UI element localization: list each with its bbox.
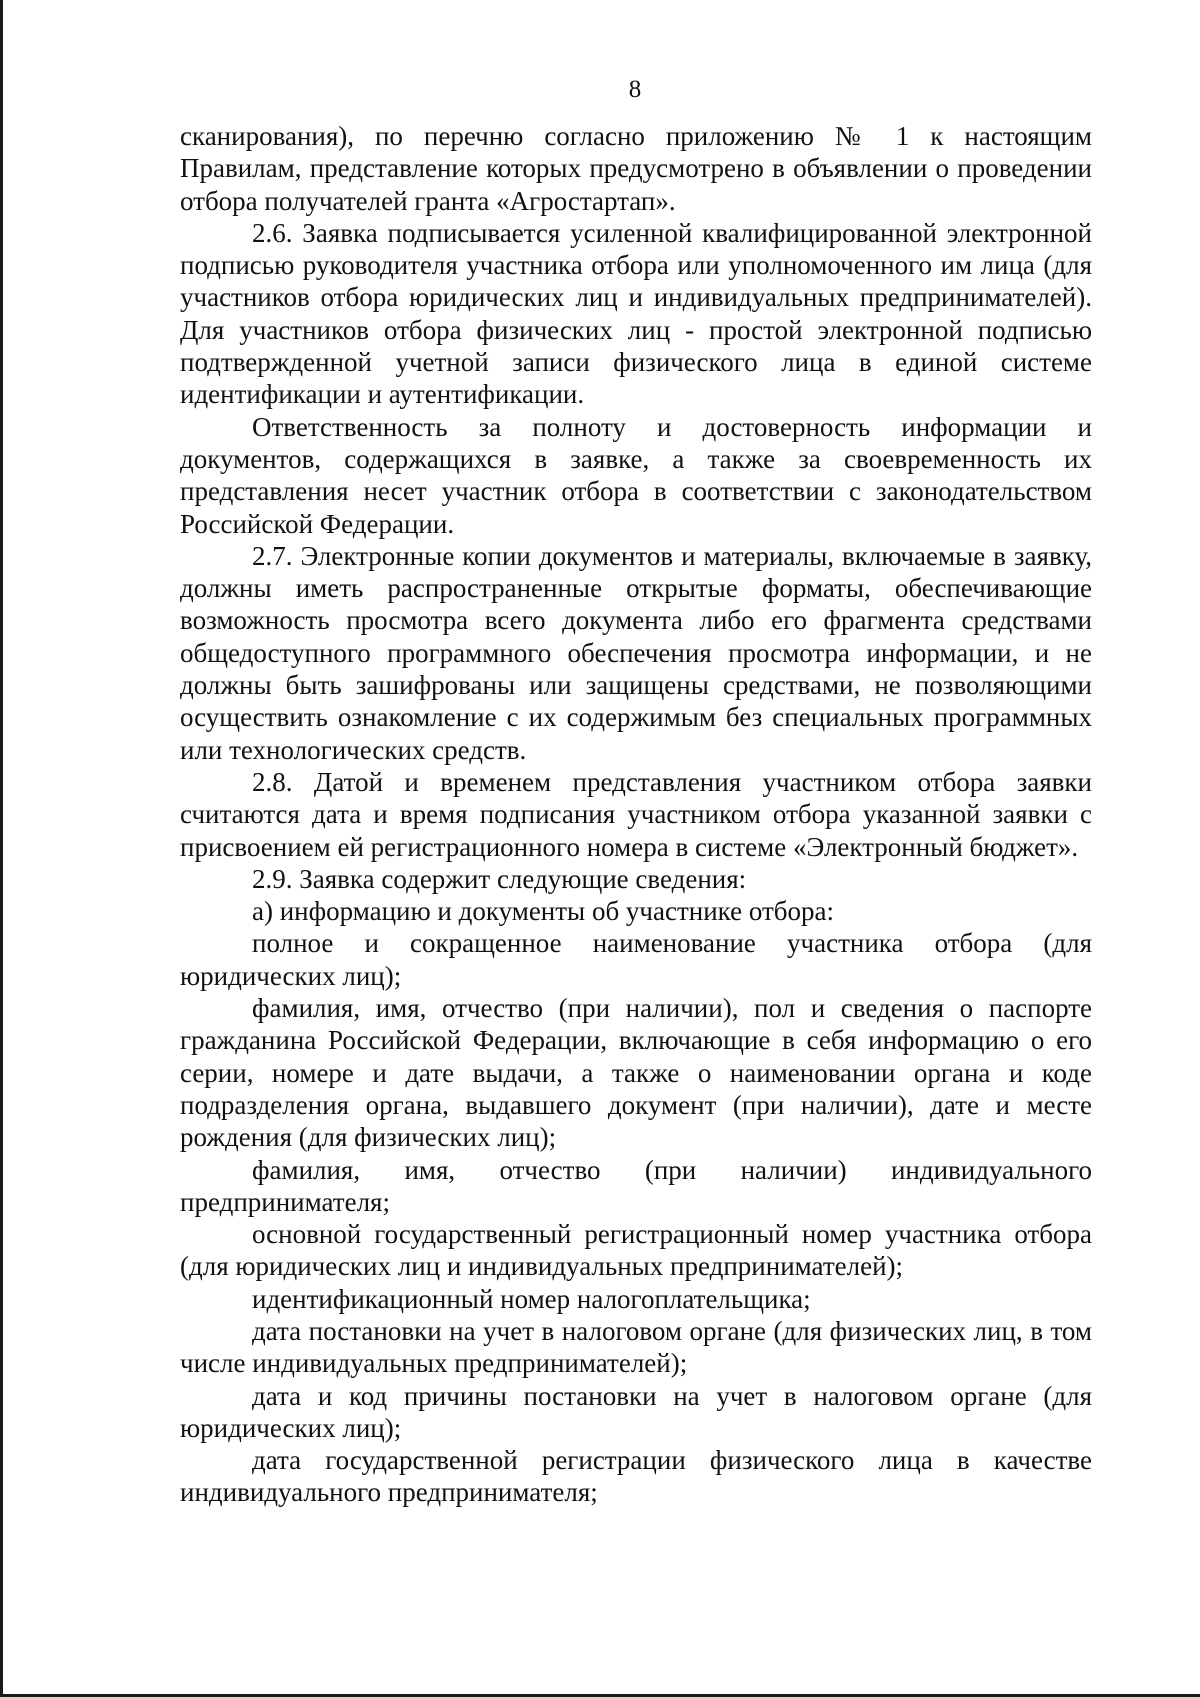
scan-edge-left — [0, 0, 3, 1697]
page-number: 8 — [628, 76, 642, 103]
paragraph-inn: идентификационный номер налогоплательщика; — [252, 1283, 811, 1314]
paragraph-item-a: а) информацию и документы об участнике отбора: — [252, 896, 835, 927]
paragraph-2-9: 2.9. Заявка содержит следующие сведения: — [252, 863, 747, 894]
paragraph-tax-registration-date: дата постановки на учет в налоговом органе (для физических лиц, в том числе индивидуальных предпринимателей); — [180, 1315, 1092, 1379]
paragraph-kpp: дата и код причины постановки на учет в налоговом органе (для юридических лиц); — [180, 1380, 1092, 1443]
paragraph-2-7: 2.7. Электронные копии документов и материалы, включаемые в заявку, должны иметь распространенные открытые форматы, обеспечивающие возможность просмотра всего документа либо его фрагмента средствами общедоступного программного обеспечения просмотра информации, и не должны быть зашифрованы или защищены средствами, не позволяющими осуществить ознакомление с их содержимым без специальных программных или технологических средств. — [180, 540, 1092, 765]
paragraph-full-name: полное и сокращенное наименование участника отбора (для юридических лиц); — [180, 928, 1092, 991]
paragraph-passport-info: фамилия, имя, отчество (при наличии), пол и сведения о паспорте гражданина Российской Федерации, включающие в себя информацию о его серии, номере и дате выдачи, а также о наименовании органа и коде подразделения органа, выдавшего документ (при наличии), дате и месте рождения (для физических лиц); — [180, 993, 1092, 1153]
paragraph-ip-registration-date: дата государственной регистрации физического лица в качестве индивидуального предпринимателя; — [180, 1445, 1092, 1508]
paragraph-responsibility: Ответственность за полноту и достоверность информации и документов, содержащихся в заявке, а также за своевременность их представления несет участник отбора в соответствии с законодательством Российской Федерации. — [180, 411, 1092, 539]
document-body — [180, 120, 1092, 1509]
paragraph-ogrn: основной государственный регистрационный номер участника отбора (для юридических лиц и индивидуальных предпринимателей); — [180, 1219, 1092, 1282]
paragraph-scan-list: сканирования), по перечню согласно приложению № 1 к настоящим Правилам, представление которых предусмотрено в объявлении о проведении отбора получателей гранта «Агростартап». — [180, 121, 1092, 216]
paragraph-2-8: 2.8. Датой и временем представления участником отбора заявки считаются дата и время подписания участником отбора указанной заявки с присвоением ей регистрационного номера в системе «Электронный бюджет». — [180, 766, 1092, 862]
paragraph-entrepreneur-name: фамилия, имя, отчество (при наличии) индивидуального предпринимателя; — [180, 1154, 1092, 1217]
paragraph-2-6: 2.6. Заявка подписывается усиленной квалифицированной электронной подписью руководителя участника отбора или уполномоченного им лица (для участников отбора юридических лиц и индивидуальных предпринимателей). Для участников отбора физических лиц - простой электронной подписью подтвержденной учетной записи физического лица в единой системе идентификации и аутентификации. — [180, 217, 1092, 410]
